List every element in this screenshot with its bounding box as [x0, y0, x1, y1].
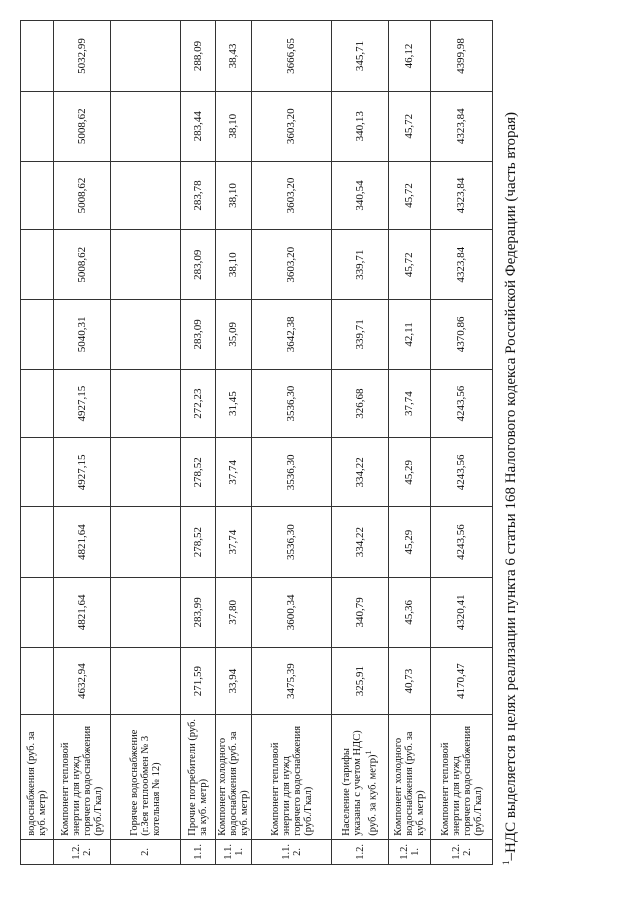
table-cell: 272,23 [181, 369, 216, 438]
table-cell: 340,79 [332, 577, 389, 647]
table-cell: 5040,31 [54, 300, 111, 370]
table-cell: 4821,64 [54, 507, 111, 578]
table-cell: 46,12 [389, 21, 431, 92]
table-cell [111, 507, 181, 578]
rotated-page [20, 20, 519, 865]
table-row [332, 21, 389, 865]
row-number: 1.2. [332, 839, 389, 864]
table-row [54, 21, 111, 865]
table-cell: 3642,38 [252, 300, 332, 370]
table-cell: 4927,15 [54, 369, 111, 438]
table-cell: 3536,30 [252, 507, 332, 578]
table-cell: 325,91 [332, 647, 389, 715]
table-cell: 5008,62 [54, 91, 111, 161]
table-cell: 4243,56 [431, 369, 493, 438]
table-cell [21, 21, 54, 92]
table-cell: 4320,41 [431, 577, 493, 647]
table-cell: 339,71 [332, 230, 389, 300]
table-cell: 4927,15 [54, 438, 111, 507]
table-cell: 4243,56 [431, 507, 493, 578]
table-cell [21, 647, 54, 715]
table-cell [21, 577, 54, 647]
table-cell: 37,74 [216, 438, 252, 507]
table-cell [21, 438, 54, 507]
table-cell: 5008,62 [54, 230, 111, 300]
table-cell: 334,22 [332, 438, 389, 507]
table-cell [111, 438, 181, 507]
table-cell [111, 300, 181, 370]
table-cell: 38,10 [216, 91, 252, 161]
table-cell [111, 21, 181, 92]
table-cell: 340,54 [332, 161, 389, 230]
table-cell: 345,71 [332, 21, 389, 92]
table-cell: 334,22 [332, 507, 389, 578]
table-cell: 4170,47 [431, 647, 493, 715]
table-cell: 3603,20 [252, 230, 332, 300]
table-cell: 3603,20 [252, 161, 332, 230]
row-number: 2. [111, 839, 181, 864]
row-label: Компонент холодного водоснабжения (руб. за куб. метр) [216, 715, 252, 839]
table-cell [21, 161, 54, 230]
table-row [431, 21, 493, 865]
table-cell: 40,73 [389, 647, 431, 715]
row-label [332, 715, 389, 839]
table-cell: 4323,84 [431, 230, 493, 300]
footnote-number: 1 [501, 860, 511, 865]
table-cell: 4399,98 [431, 21, 493, 92]
table-row [181, 21, 216, 865]
table-cell: 4370,86 [431, 300, 493, 370]
table-cell: 4323,84 [431, 91, 493, 161]
table-cell: 45,29 [389, 438, 431, 507]
table-cell [111, 369, 181, 438]
table-cell: 4632,94 [54, 647, 111, 715]
table-cell: 5032,99 [54, 21, 111, 92]
table-cell: 3475,39 [252, 647, 332, 715]
table-cell [21, 507, 54, 578]
table-cell [21, 300, 54, 370]
tariff-table [20, 20, 493, 865]
row-number: 1.2.1. [389, 839, 431, 864]
table-cell [111, 161, 181, 230]
table-cell: 31,45 [216, 369, 252, 438]
table-cell: 37,74 [389, 369, 431, 438]
table-cell: 38,10 [216, 161, 252, 230]
table-cell: 288,09 [181, 21, 216, 92]
table-cell [21, 230, 54, 300]
row-label: водоснабжения (руб. за куб. метр) [21, 715, 54, 839]
table-cell: 339,71 [332, 300, 389, 370]
row-number: 1.2.2. [431, 839, 493, 864]
table-cell: 3536,30 [252, 438, 332, 507]
row-label: Компонент холодного водоснабжения (руб. за куб. метр) [389, 715, 431, 839]
row-number: 1.1. [181, 839, 216, 864]
table-cell: 271,59 [181, 647, 216, 715]
table-cell: 326,68 [332, 369, 389, 438]
footnote [498, 20, 520, 865]
table-cell [21, 91, 54, 161]
row-number: 1.2.2. [54, 839, 111, 864]
row-label: Компонент тепловой энергии для нужд горячего водоснабжения (руб./Гкал) [431, 715, 493, 839]
table-cell: 45,72 [389, 230, 431, 300]
table-cell: 4821,64 [54, 577, 111, 647]
footnote-text: –НДС выделяется в целях реализации пункта 6 статьи 168 Налогового кодекса Российской Федерации (часть вторая) [503, 111, 519, 861]
table-cell: 283,99 [181, 577, 216, 647]
table-row [389, 21, 431, 865]
table-row [111, 21, 181, 865]
table-cell: 3536,30 [252, 369, 332, 438]
row-label-text: Население (тарифы указаны с учетом НДС) (руб. за куб. метр) [341, 730, 379, 836]
table-cell: 37,80 [216, 577, 252, 647]
table-cell: 45,29 [389, 507, 431, 578]
table-cell: 283,44 [181, 91, 216, 161]
row-label: Горячее водоснабжение (г.Зея теплообмен № 3 котельная № 12) [111, 715, 181, 839]
table-cell: 38,43 [216, 21, 252, 92]
table-cell: 45,36 [389, 577, 431, 647]
table-cell: 283,09 [181, 300, 216, 370]
table-cell: 33,94 [216, 647, 252, 715]
table-cell [21, 369, 54, 438]
table-cell: 3600,34 [252, 577, 332, 647]
table-cell [111, 91, 181, 161]
table-row [252, 21, 332, 865]
table-cell: 4323,84 [431, 161, 493, 230]
table-cell: 283,09 [181, 230, 216, 300]
table-cell: 35,09 [216, 300, 252, 370]
table-cell: 37,74 [216, 507, 252, 578]
row-label: Прочие потребители (руб. за куб. метр) [181, 715, 216, 839]
table-cell: 278,52 [181, 438, 216, 507]
footnote-marker: 1 [363, 750, 374, 755]
table-cell: 45,72 [389, 91, 431, 161]
table-cell: 42,11 [389, 300, 431, 370]
table-cell [111, 577, 181, 647]
table-cell [111, 647, 181, 715]
table-cell: 5008,62 [54, 161, 111, 230]
row-number: 1.1.1. [216, 839, 252, 864]
row-number [21, 839, 54, 864]
table-cell: 38,10 [216, 230, 252, 300]
table-cell: 3666,65 [252, 21, 332, 92]
table-cell: 4243,56 [431, 438, 493, 507]
table-cell: 278,52 [181, 507, 216, 578]
table-cell: 340,13 [332, 91, 389, 161]
table-cell: 283,78 [181, 161, 216, 230]
table-cell [111, 230, 181, 300]
row-number: 1.1.2. [252, 839, 332, 864]
table-row [216, 21, 252, 865]
row-label: Компонент тепловой энергии для нужд горячего водоснабжения (руб./Гкал) [252, 715, 332, 839]
table-cell: 3603,20 [252, 91, 332, 161]
table-cell: 45,72 [389, 161, 431, 230]
row-label: Компонент тепловой энергии для нужд горячего водоснабжения (руб./Гкал) [54, 715, 111, 839]
table-row [21, 21, 54, 865]
